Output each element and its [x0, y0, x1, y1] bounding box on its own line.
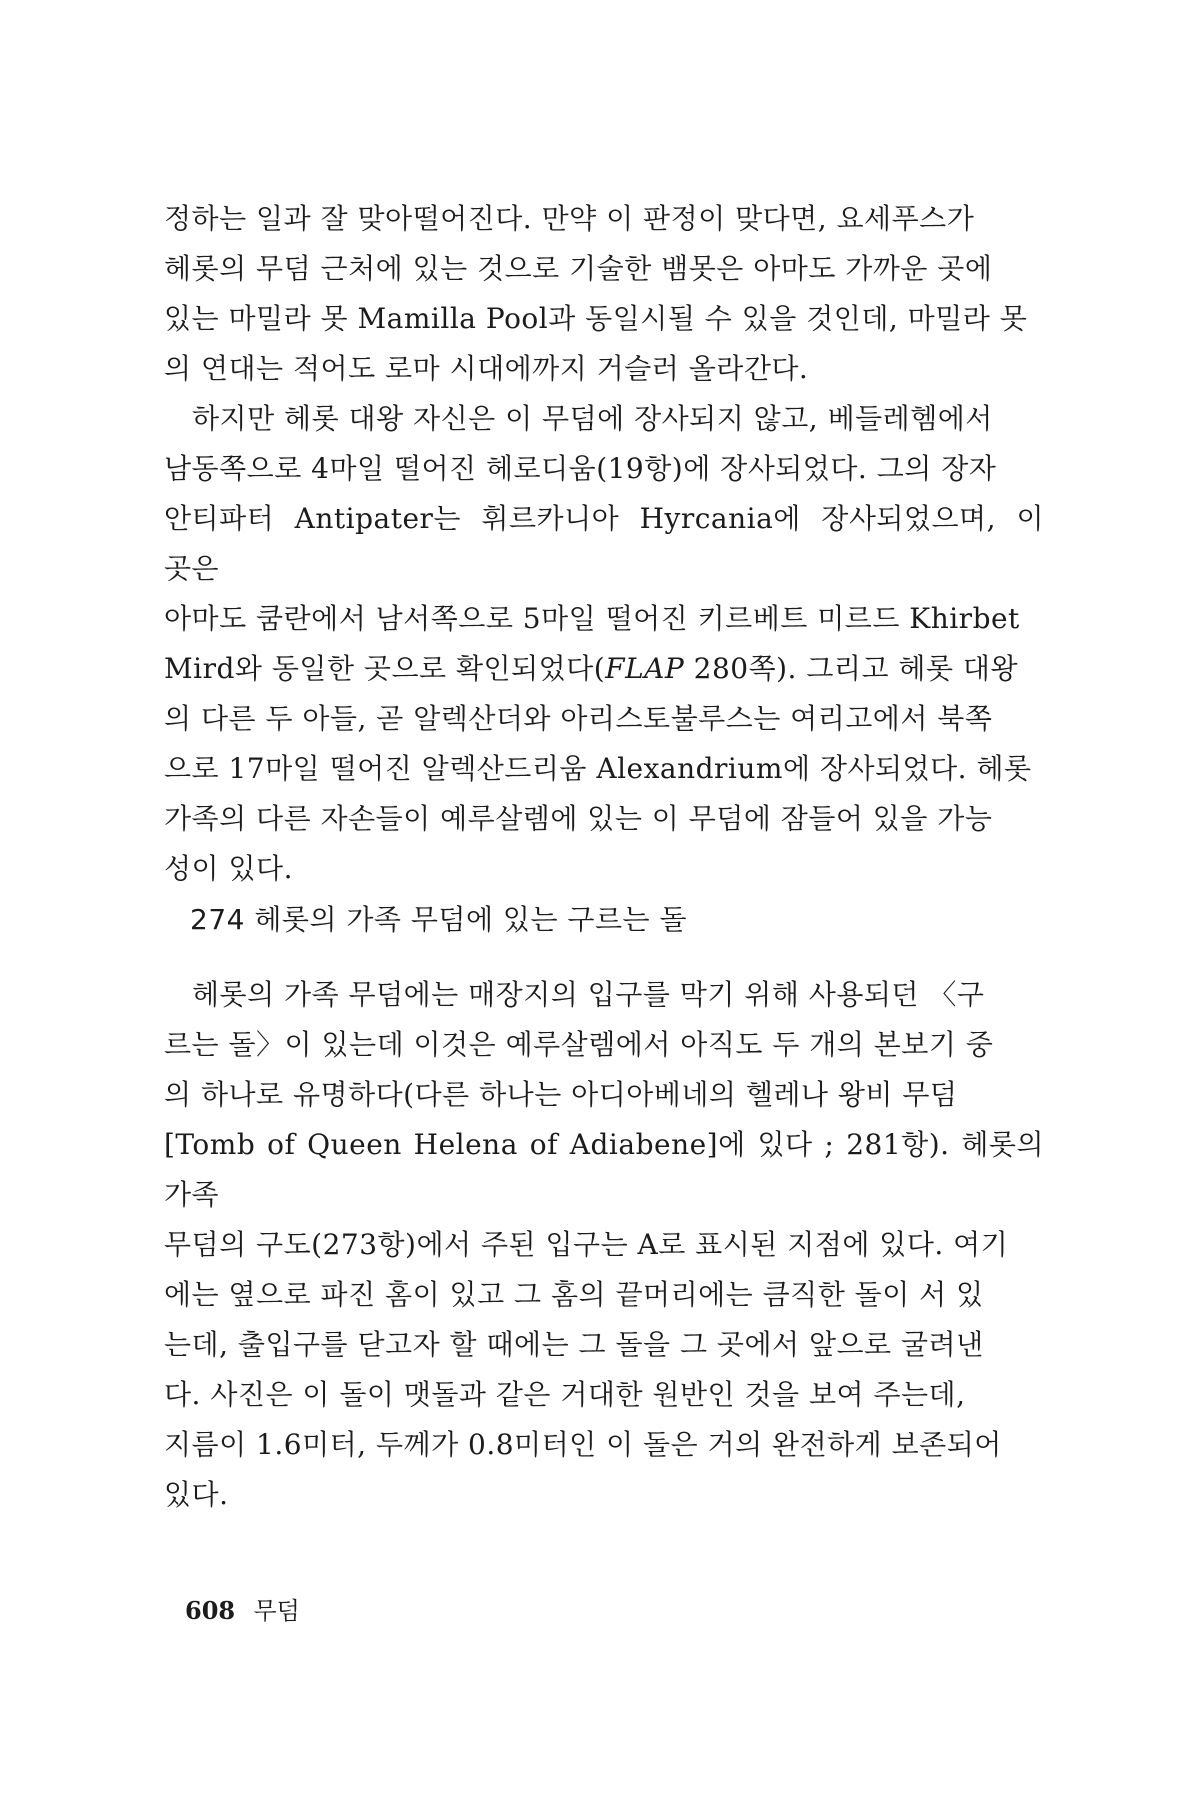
text-line: 르는 돌〉이 있는데 이것은 예루살렘에서 아직도 두 개의 본보기 중 [164, 1028, 994, 1061]
paragraph [164, 394, 1044, 894]
text-line: 의 연대는 적어도 로마 시대에까지 거슬러 올라간다. [164, 352, 809, 385]
text-line: 헤롯의 무덤 근처에 있는 것으로 기술한 뱀못은 아마도 가까운 곳에 [164, 252, 993, 285]
running-title: 무덤 [253, 1597, 300, 1625]
text-line: 성이 있다. [164, 852, 293, 885]
text-line: 하지만 헤롯 대왕 자신은 이 무덤에 장사되지 않고, 베들레헴에서 [192, 402, 993, 435]
text-line: 헤롯의 가족 무덤에는 매장지의 입구를 막기 위해 사용되던 〈구 [192, 978, 985, 1011]
paragraph [164, 970, 1044, 1520]
page-number: 608 [185, 1596, 236, 1625]
text-line: 있는 마밀라 못 Mamilla Pool과 동일시될 수 있을 것인데, 마밀라 못 [164, 302, 1028, 335]
text-line: 는데, 출입구를 닫고자 할 때에는 그 돌을 그 곳에서 앞으로 굴려낸 [164, 1328, 984, 1361]
text-line: 무덤의 구도(273항)에서 주된 입구는 A로 표시된 지점에 있다. 여기 [164, 1228, 1009, 1261]
text-line: Mird와 동일한 곳으로 확인되었다(FLAP 280쪽). 그리고 헤롯 대왕 [164, 652, 1018, 685]
paragraph [164, 194, 1044, 394]
body-text-block-1 [164, 194, 1044, 894]
text-line: 남동쪽으로 4마일 떨어진 헤로디움(19항)에 장사되었다. 그의 장자 [164, 452, 997, 485]
text-line: [Tomb of Queen Helena of Adiabene]에 있다 ; 281항). 헤롯의 가족 [164, 1128, 1044, 1211]
text-line: 가족의 다른 자손들이 예루살렘에 있는 이 무덤에 잠들어 있을 가능 [164, 802, 993, 835]
text-line: 정하는 일과 잘 맞아떨어진다. 만약 이 판정이 맞다면, 요세푸스가 [164, 202, 975, 235]
text-line: 다. 사진은 이 돌이 맷돌과 같은 거대한 원반인 것을 보여 주는데, [164, 1378, 966, 1411]
text-line: 에는 옆으로 파진 홈이 있고 그 홈의 끝머리에는 큼직한 돌이 서 있 [164, 1278, 984, 1311]
body-text-block-2 [164, 970, 1044, 1520]
text-line: 안티파터 Antipater는 휘르카니아 Hyrcania에 장사되었으며, 이 곳은 [164, 502, 1044, 585]
text-line: 지름이 1.6미터, 두께가 0.8미터인 이 돌은 거의 완전하게 보존되어 [164, 1428, 1002, 1461]
text-line: 아마도 쿰란에서 남서쪽으로 5마일 떨어진 키르베트 미르드 Khirbet [164, 602, 1020, 635]
page-footer [185, 1596, 300, 1626]
text-line: 있다. [164, 1478, 229, 1511]
text-line: 의 다른 두 아들, 곧 알렉산더와 아리스토불루스는 여리고에서 북쪽 [164, 702, 993, 735]
text-line: 의 하나로 유명하다(다른 하나는 아디아베네의 헬레나 왕비 무덤 [164, 1078, 958, 1111]
section-heading: 274 헤롯의 가족 무덤에 있는 구르는 돌 [190, 903, 688, 936]
text-line: 으로 17마일 떨어진 알렉산드리움 Alexandrium에 장사되었다. 헤롯 [164, 752, 1032, 785]
